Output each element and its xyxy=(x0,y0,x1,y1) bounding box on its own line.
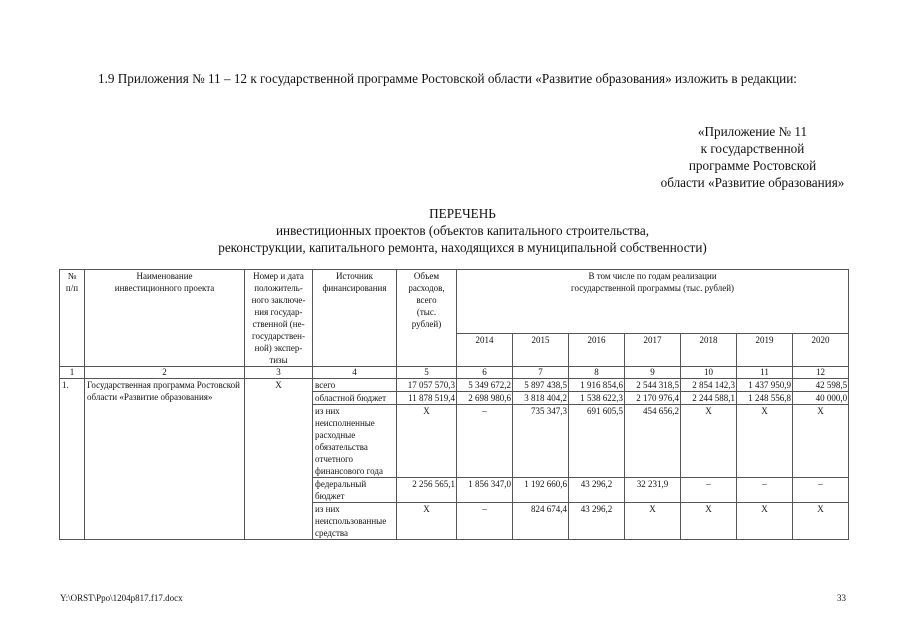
header-year: 2014 xyxy=(457,333,513,366)
project-name: Государственная программа Ростовской области «Развитие образования» xyxy=(85,379,245,540)
total-value: 17 057 570,3 xyxy=(397,379,457,392)
year-value: 1 248 556,8 xyxy=(737,392,793,405)
year-value: 32 231,9 xyxy=(625,478,681,503)
header-expertise: Номер и дата положитель- ного заключе- ния государ- ственной (не- государствен- ной) экспер- тизы xyxy=(245,270,313,367)
header-num: № п/п xyxy=(60,270,85,367)
header-row xyxy=(60,270,849,334)
year-value: Х xyxy=(737,503,793,540)
header-year: 2015 xyxy=(513,333,569,366)
title-heading: ПЕРЕЧЕНЬ xyxy=(429,206,496,221)
header-funding-source: Источник финансирования xyxy=(313,270,397,367)
year-value: 1 192 660,6 xyxy=(513,478,569,503)
year-value: – xyxy=(793,478,849,503)
title-subtitle-line: реконструкции, капитального ремонта, находящихся в муниципальной собственности) xyxy=(218,240,707,255)
year-value: 2 544 318,5 xyxy=(625,379,681,392)
year-value: – xyxy=(737,478,793,503)
year-value: 40 000,0 xyxy=(793,392,849,405)
column-number: 11 xyxy=(737,367,793,379)
funding-source: областной бюджет xyxy=(313,392,397,405)
annex-line: области «Развитие образования» xyxy=(660,175,845,190)
column-number: 12 xyxy=(793,367,849,379)
page-number: 33 xyxy=(837,593,846,603)
title-subtitle-line: инвестиционных проектов (объектов капитального строительства, xyxy=(275,223,650,238)
column-number: 7 xyxy=(513,367,569,379)
year-value: 3 818 404,2 xyxy=(513,392,569,405)
header-total: Объем расходов, всего (тыс. рублей) xyxy=(397,270,457,367)
year-value: 1 437 950,9 xyxy=(737,379,793,392)
header-year: 2018 xyxy=(681,333,737,366)
year-value: 824 674,4 xyxy=(513,503,569,540)
year-value: – xyxy=(457,503,513,540)
year-value: 5 897 438,5 xyxy=(513,379,569,392)
year-value: 1 916 854,6 xyxy=(569,379,625,392)
column-number: 5 xyxy=(397,367,457,379)
header-years-group: В том числе по годам реализации государственной программы (тыс. рублей) xyxy=(457,270,849,334)
year-value: Х xyxy=(793,503,849,540)
year-value: 43 296,2 xyxy=(569,503,625,540)
column-number: 9 xyxy=(625,367,681,379)
column-number: 10 xyxy=(681,367,737,379)
header-year: 2016 xyxy=(569,333,625,366)
year-value: – xyxy=(457,405,513,478)
year-value: 43 296,2 xyxy=(569,478,625,503)
year-value: 1 856 347,0 xyxy=(457,478,513,503)
year-value: Х xyxy=(737,405,793,478)
annex-header xyxy=(620,123,885,191)
year-value: 2 698 980,6 xyxy=(457,392,513,405)
year-value: Х xyxy=(681,503,737,540)
header-year: 2020 xyxy=(793,333,849,366)
year-value: 2 854 142,3 xyxy=(681,379,737,392)
funding-source: из них неисполненные расходные обязательства отчетного финансового года xyxy=(313,405,397,478)
year-value: 1 538 622,3 xyxy=(569,392,625,405)
total-value: 11 878 519,4 xyxy=(397,392,457,405)
year-value: 691 605,5 xyxy=(569,405,625,478)
annex-line: к государственной xyxy=(700,141,805,156)
header-year: 2017 xyxy=(625,333,681,366)
column-number: 3 xyxy=(245,367,313,379)
year-value: – xyxy=(681,478,737,503)
table-row xyxy=(60,379,849,392)
year-value: 42 598,5 xyxy=(793,379,849,392)
annex-line: «Приложение № 11 xyxy=(697,124,808,139)
column-number: 8 xyxy=(569,367,625,379)
funding-source: из них неиспользованные средства xyxy=(313,503,397,540)
file-path: Y:\ORST\Ppo\1204p817.f17.docx xyxy=(60,593,183,603)
year-value: Х xyxy=(681,405,737,478)
header-year: 2019 xyxy=(737,333,793,366)
year-value: 454 656,2 xyxy=(625,405,681,478)
column-number: 6 xyxy=(457,367,513,379)
funding-source: федеральный бюджет xyxy=(313,478,397,503)
year-value: Х xyxy=(793,405,849,478)
column-number: 1 xyxy=(60,367,85,379)
column-number: 2 xyxy=(85,367,245,379)
investment-projects-table xyxy=(59,269,849,540)
year-value: 5 349 672,2 xyxy=(457,379,513,392)
funding-source: всего xyxy=(313,379,397,392)
column-number: 4 xyxy=(313,367,397,379)
total-value: Х xyxy=(397,405,457,478)
project-num: 1. xyxy=(60,379,85,540)
total-value: Х xyxy=(397,503,457,540)
annex-line: программе Ростовской xyxy=(688,158,817,173)
year-value: 735 347,3 xyxy=(513,405,569,478)
document-title xyxy=(80,205,845,256)
year-value: 2 244 588,1 xyxy=(681,392,737,405)
column-numbers-row xyxy=(60,367,849,379)
project-expertise: Х xyxy=(245,379,313,540)
header-project-name: Наименование инвестиционного проекта xyxy=(85,270,245,367)
intro-paragraph: 1.9 Приложения № 11 – 12 к государственной программе Ростовской области «Развитие образования» изложить в редакции: xyxy=(98,71,797,86)
total-value: 2 256 565,1 xyxy=(397,478,457,503)
year-value: Х xyxy=(625,503,681,540)
year-value: 2 170 976,4 xyxy=(625,392,681,405)
